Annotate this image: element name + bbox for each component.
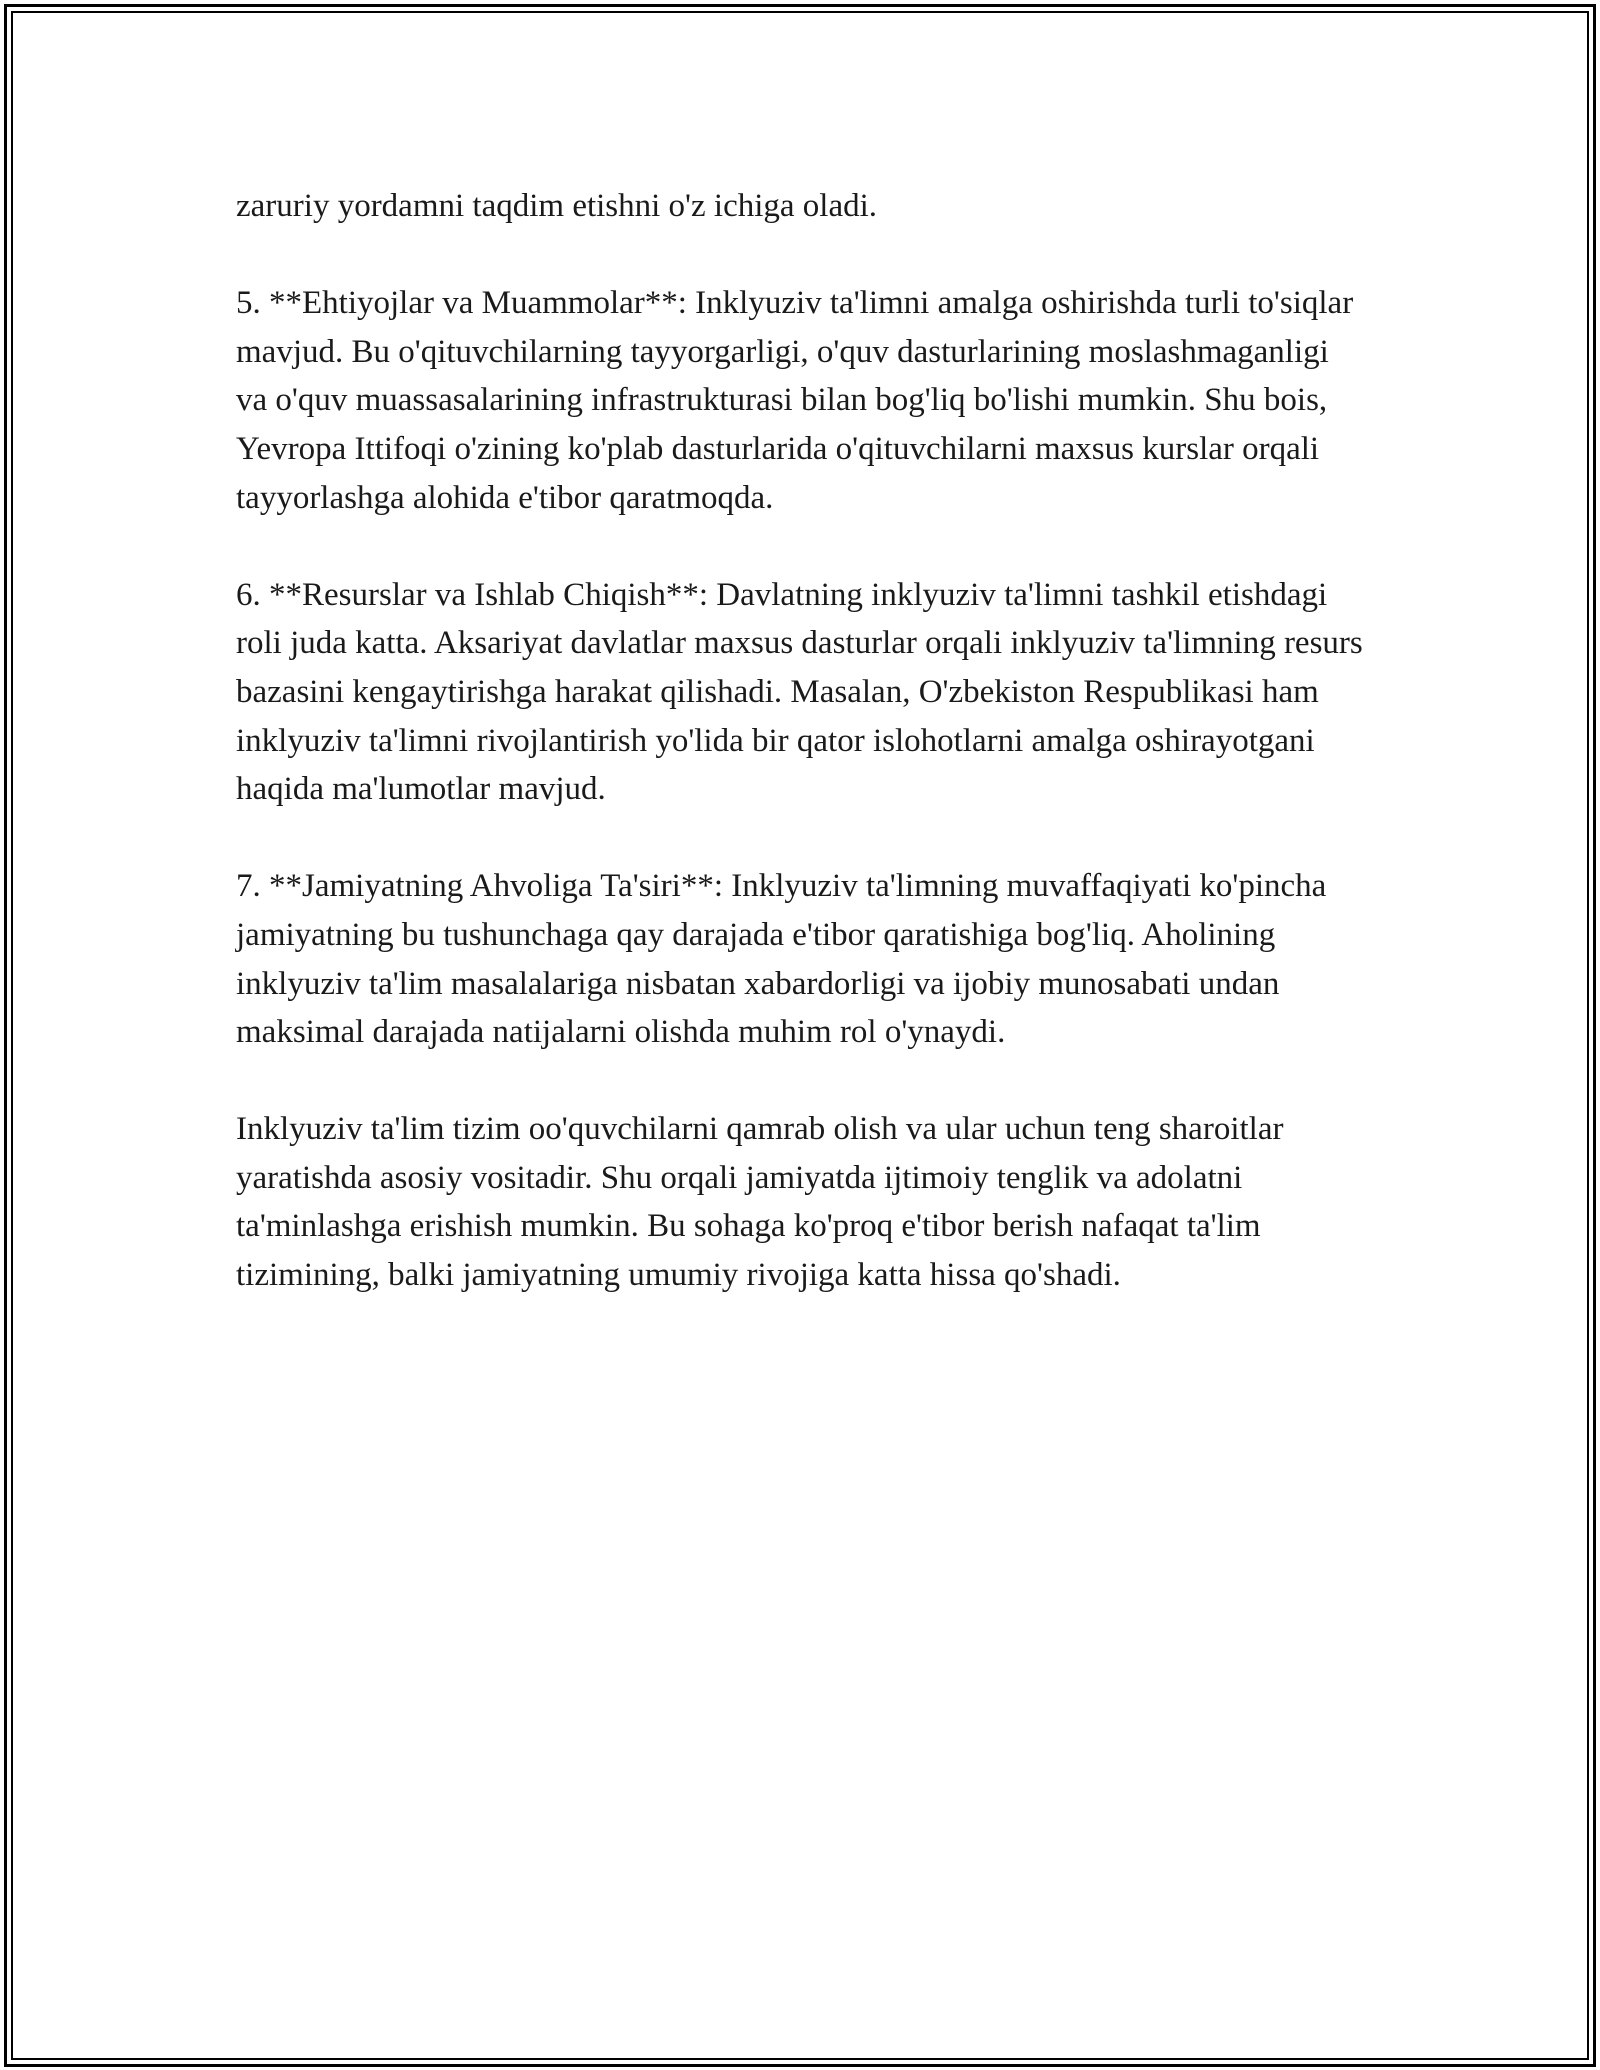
paragraph-impact-on-society: 7. **Jamiyatning Ahvoliga Ta'siri**: Inklyuziv ta'limning muvaffaqiyati ko'pincha jamiyatning bu tushunchaga qay darajada e'tibor qaratishiga bog'liq. Aholining inklyuziv ta'lim masalalariga nisbatan xabardorligi va ijobiy munosabati undan maksimal darajada natijalarni olishda muhim rol o'ynaydi. — [236, 868, 1327, 1051]
paragraph-conclusion: Inklyuziv ta'lim tizim oo'quvchilarni qamrab olish va ular uchun teng sharoitlar yaratishda asosiy vositadir. Shu orqali jamiyatda ijtimoiy tenglik va adolatni ta'minlashga erishish mumkin. Bu sohaga ko'proq e'tibor berish nafaqat ta'lim tizimining, balki jamiyatning umumiy rivojiga katta hissa qo'shadi. — [236, 1111, 1284, 1294]
paragraph-resources-and-development: 6. **Resurslar va Ishlab Chiqish**: Davlatning inklyuziv ta'limni tashkil etishdagi roli juda katta. Aksariyat davlatlar maxsus dasturlar orqali inklyuziv ta'limning resurs bazasini kengaytirishga harakat qilishadi. Masalan, O'zbekiston Respublikasi ham inklyuziv ta'limni rivojlantirish yo'lida bir qator islohotlarni amalga oshirayotgani haqida ma'lumotlar mavjud. — [236, 576, 1363, 808]
document-body — [236, 182, 1366, 1300]
paragraph-needs-and-problems: 5. **Ehtiyojlar va Muammolar**: Inklyuziv ta'limni amalga oshirishda turli to'siqlar mavjud. Bu o'qituvchilarning tayyorgarligi, o'quv dasturlarining moslashmaganligi va o'quv muassasalarining infrastrukturasi bilan bog'liq bo'lishi mumkin. Shu bois, Yevropa Ittifoqi o'zining ko'plab dasturlarida o'qituvchilarni maxsus kurslar orqali tayyorlashga alohida e'tibor qaratmoqda. — [236, 285, 1354, 516]
paragraph-continuation: zaruriy yordamni taqdim etishni o'z ichiga oladi. — [236, 188, 878, 224]
